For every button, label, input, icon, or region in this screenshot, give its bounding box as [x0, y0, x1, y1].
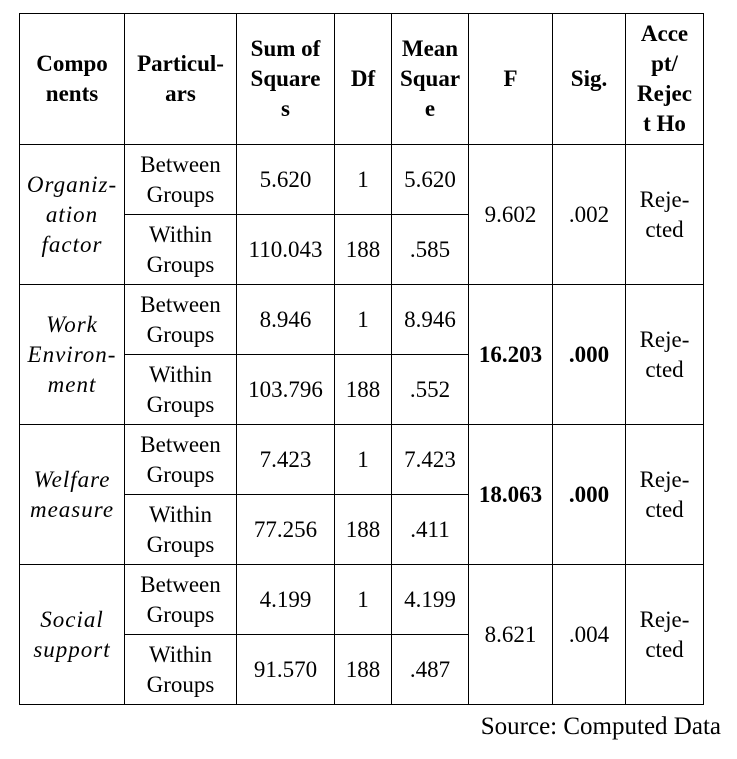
ss-cell: 77.256 [237, 495, 335, 565]
particular-line: Between [140, 571, 221, 597]
component-line: Welfare [33, 466, 111, 492]
particular-line: Groups [146, 461, 215, 487]
sig-cell: .000 [553, 285, 626, 425]
decision-line: Reje- [639, 186, 690, 212]
header-line: t Ho [643, 111, 686, 136]
ss-cell: 5.620 [237, 145, 335, 215]
particular-line: Groups [146, 531, 215, 557]
header-sig [553, 14, 626, 145]
table-row [20, 285, 704, 355]
particular-cell [125, 495, 237, 565]
component-line: Organiz- [26, 171, 118, 197]
particular-line: Within [149, 641, 212, 667]
component-line: Environ- [27, 341, 117, 367]
component-cell [20, 285, 125, 425]
header-line: Rejec [637, 81, 692, 106]
particular-line: Groups [146, 321, 215, 347]
sig-cell: .004 [553, 565, 626, 705]
decision-cell [626, 565, 704, 705]
f-cell: 16.203 [469, 285, 553, 425]
anova-table [19, 13, 704, 705]
ms-cell: .552 [392, 355, 469, 425]
header-line: F [503, 66, 518, 91]
ss-cell: 110.043 [237, 215, 335, 285]
component-line: ation [45, 201, 99, 227]
header-mean-square [392, 14, 469, 145]
df-cell: 188 [335, 635, 392, 705]
header-line: ars [165, 81, 196, 106]
particular-line: Between [140, 151, 221, 177]
header-line: e [424, 96, 436, 121]
header-row [20, 14, 704, 145]
ss-cell: 103.796 [237, 355, 335, 425]
decision-line: cted [645, 496, 684, 522]
particular-cell [125, 285, 237, 355]
decision-line: cted [645, 356, 684, 382]
f-cell: 9.602 [469, 145, 553, 285]
df-cell: 188 [335, 495, 392, 565]
ms-cell: .487 [392, 635, 469, 705]
header-line: Square [250, 66, 321, 91]
header-line: s [281, 96, 290, 121]
header-accept-reject [626, 14, 704, 145]
header-line: Df [350, 66, 376, 91]
header-particulars [125, 14, 237, 145]
component-line: support [33, 636, 111, 662]
particular-line: Groups [146, 391, 215, 417]
decision-line: Reje- [639, 466, 690, 492]
particular-cell [125, 565, 237, 635]
decision-cell [626, 285, 704, 425]
component-cell [20, 565, 125, 705]
f-cell: 18.063 [469, 425, 553, 565]
decision-line: Reje- [639, 326, 690, 352]
header-f [469, 14, 553, 145]
header-line: Sig. [570, 66, 608, 91]
particular-line: Groups [146, 601, 215, 627]
ss-cell: 7.423 [237, 425, 335, 495]
ms-cell: 4.199 [392, 565, 469, 635]
ms-cell: 7.423 [392, 425, 469, 495]
decision-cell [626, 425, 704, 565]
particular-line: Groups [146, 671, 215, 697]
source-note: Source: Computed Data [480, 713, 721, 740]
df-cell: 1 [335, 565, 392, 635]
particular-line: Within [149, 221, 212, 247]
header-line: Sum of [250, 36, 321, 61]
table-row [20, 565, 704, 635]
decision-line: cted [645, 636, 684, 662]
component-line: Work [46, 311, 98, 337]
particular-line: Groups [146, 181, 215, 207]
header-line: Particul- [137, 51, 224, 76]
component-line: factor [41, 231, 103, 257]
df-cell: 188 [335, 355, 392, 425]
sig-cell: .000 [553, 425, 626, 565]
particular-line: Groups [146, 251, 215, 277]
df-cell: 188 [335, 215, 392, 285]
component-line: ment [47, 371, 97, 397]
particular-cell [125, 635, 237, 705]
header-line: Compo [36, 51, 108, 76]
decision-cell [626, 145, 704, 285]
decision-line: Reje- [639, 606, 690, 632]
header-line: nents [45, 81, 99, 106]
component-cell [20, 425, 125, 565]
header-sum-of-squares [237, 14, 335, 145]
particular-line: Between [140, 431, 221, 457]
ms-cell: .585 [392, 215, 469, 285]
particular-cell [125, 355, 237, 425]
ms-cell: .411 [392, 495, 469, 565]
particular-cell [125, 145, 237, 215]
component-line: measure [29, 496, 115, 522]
ms-cell: 5.620 [392, 145, 469, 215]
particular-line: Within [149, 361, 212, 387]
particular-line: Between [140, 291, 221, 317]
particular-cell [125, 215, 237, 285]
particular-cell [125, 425, 237, 495]
header-df [335, 14, 392, 145]
particular-line: Within [149, 501, 212, 527]
ss-cell: 91.570 [237, 635, 335, 705]
df-cell: 1 [335, 425, 392, 495]
header-line: pt/ [651, 51, 678, 76]
component-line: Social [40, 606, 104, 632]
header-line: Mean [401, 36, 459, 61]
sig-cell: .002 [553, 145, 626, 285]
ms-cell: 8.946 [392, 285, 469, 355]
table-row [20, 425, 704, 495]
header-components [20, 14, 125, 145]
df-cell: 1 [335, 145, 392, 215]
decision-line: cted [645, 216, 684, 242]
header-line: Squar [399, 66, 461, 91]
ss-cell: 4.199 [237, 565, 335, 635]
df-cell: 1 [335, 285, 392, 355]
f-cell: 8.621 [469, 565, 553, 705]
header-line: Acce [640, 21, 689, 46]
table-row [20, 145, 704, 215]
component-cell [20, 145, 125, 285]
ss-cell: 8.946 [237, 285, 335, 355]
